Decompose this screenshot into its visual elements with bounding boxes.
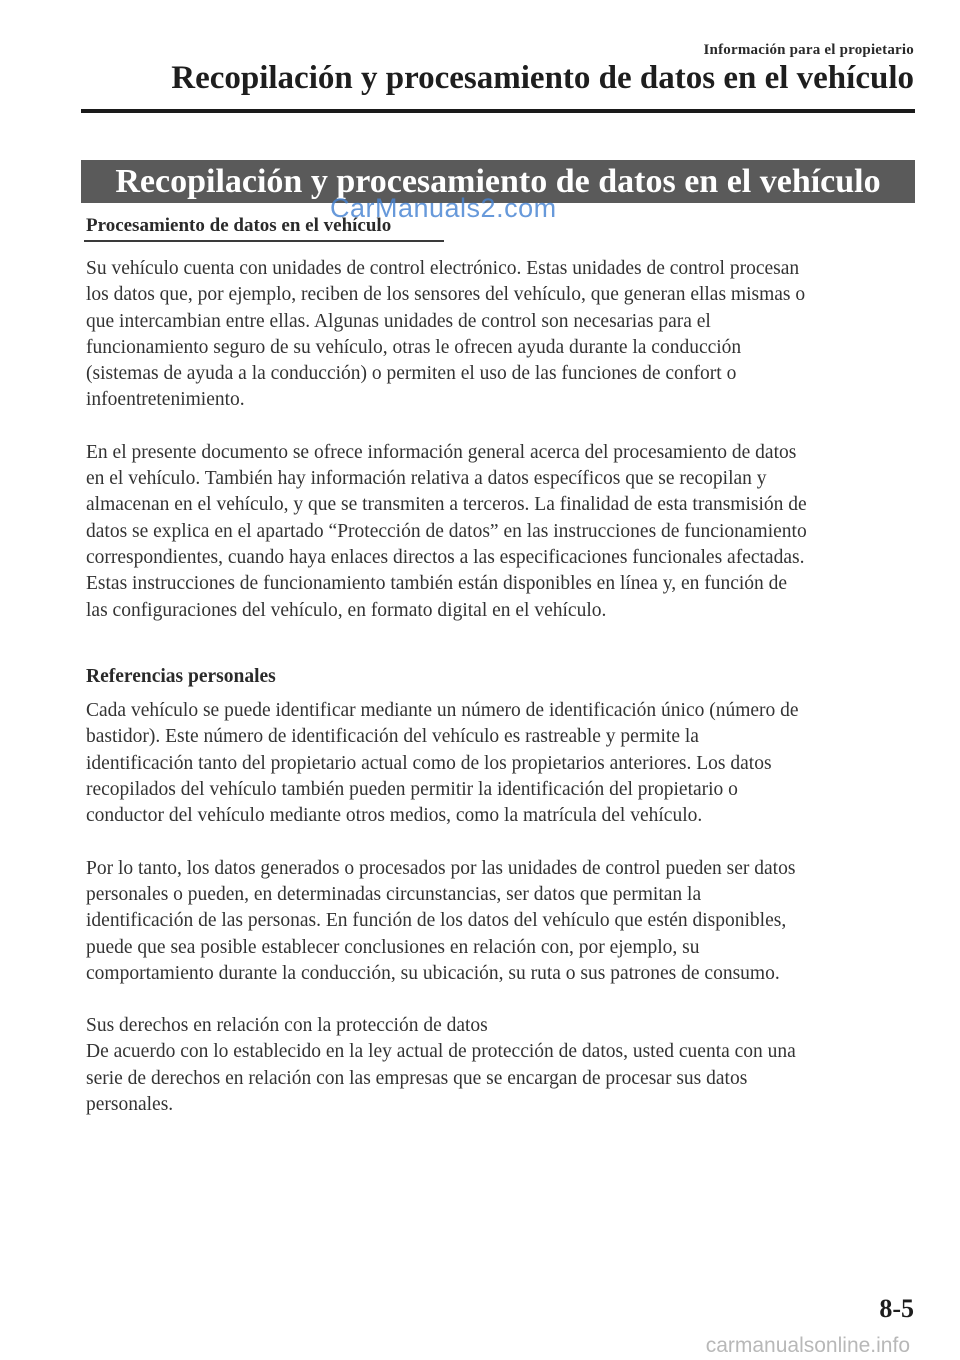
paragraph-line: en el vehículo. También hay información relativa a datos específicos que se recopilan y <box>86 468 767 490</box>
page-number: 8-5 <box>879 1294 914 1323</box>
paragraph-line: Por lo tanto, los datos generados o procesados por las unidades de control pueden ser datos <box>86 857 796 879</box>
paragraph-line: bastidor). Este número de identificación del vehículo es rastreable y permite la <box>86 726 699 748</box>
subheading: Procesamiento de datos en el vehículo <box>86 215 392 236</box>
section-label: Información para el propietario <box>703 42 914 58</box>
paragraph-line: comportamiento durante la conducción, su ubicación, su ruta o sus patrones de consumo. <box>86 962 780 984</box>
paragraph-line: que intercambian entre ellas. Algunas unidades de control son necesarias para el <box>86 310 711 332</box>
paragraph-line: De acuerdo con lo establecido en la ley actual de protección de datos, usted cuenta con una <box>86 1041 796 1063</box>
paragraph-identification <box>86 698 916 829</box>
paragraph-line: (sistemas de ayuda a la conducción) o permiten el uso de las funciones de confort o <box>86 363 737 385</box>
paragraph-line: los datos que, por ejemplo, reciben de los sensores del vehículo, que generan ellas mismas o <box>86 284 806 306</box>
paragraph-line: Sus derechos en relación con la protección de datos <box>86 1015 488 1037</box>
paragraph-line: correspondientes, cuando haya enlaces directos a las especificaciones funcionales afectadas. <box>86 546 805 568</box>
paragraph-line: Referencias personales <box>86 665 276 687</box>
paragraph-line: las configuraciones del vehículo, en formato digital en el vehículo. <box>86 599 607 621</box>
paragraph-line: Estas instrucciones de funcionamiento también están disponibles en línea y, en función de <box>86 573 788 595</box>
paragraph-line: Cada vehículo se puede identificar mediante un número de identificación único (número de <box>86 700 799 722</box>
watermark-text: CarManuals2.com <box>330 193 557 223</box>
paragraph-line: Su vehículo cuenta con unidades de control electrónico. Estas unidades de control procesan <box>86 258 800 279</box>
paragraph-line: personales. <box>86 1094 174 1116</box>
paragraph-rights <box>86 1013 916 1118</box>
section-banner: Recopilación y procesamiento de datos en el vehículo <box>81 160 915 203</box>
paragraph-line: recopilados del vehículo también pueden permitir la identificación del propietario o <box>86 779 738 801</box>
header-divider <box>81 109 915 113</box>
body-content <box>86 256 916 1118</box>
chapter-title: Recopilación y procesamiento de datos en el vehículo <box>171 60 914 96</box>
subheading-underline <box>84 240 444 242</box>
paragraph-line: identificación de las personas. En función de los datos del vehículo que estén disponibles, <box>86 910 787 932</box>
footer-site-watermark: carmanualsonline.info <box>705 1334 910 1357</box>
paragraph-line: funcionamiento seguro de su vehículo, otras le ofrecen ayuda durante la conducción <box>86 336 742 358</box>
paragraph-line: personales o pueden, en determinadas circunstancias, ser datos que permitan la <box>86 883 702 905</box>
paragraph-line: identificación tanto del propietario actual como de los propietarios anteriores. Los datos <box>86 752 772 774</box>
paragraph-line: datos se explica en el apartado “Protección de datos” en las instrucciones de funcionamiento <box>86 520 807 542</box>
paragraph-line: puede que sea posible establecer conclusiones en relación con, por ejemplo, su <box>86 936 700 958</box>
subheading-personal-references <box>86 664 916 690</box>
paragraph-line: infoentretenimiento. <box>86 389 245 411</box>
paragraph-line: almacenan en el vehículo, y que se transmiten a terceros. La finalidad de esta transmisión de <box>86 494 807 516</box>
paragraph-intro <box>86 256 916 414</box>
paragraph-overview <box>86 440 916 624</box>
paragraph-line: En el presente documento se ofrece información general acerca del procesamiento de datos <box>86 441 797 463</box>
paragraph-line: serie de derechos en relación con las empresas que se encargan de procesar sus datos <box>86 1067 748 1089</box>
paragraph-personal-data <box>86 856 916 987</box>
paragraph-line: conductor del vehículo mediante otros medios, como la matrícula del vehículo. <box>86 805 703 827</box>
